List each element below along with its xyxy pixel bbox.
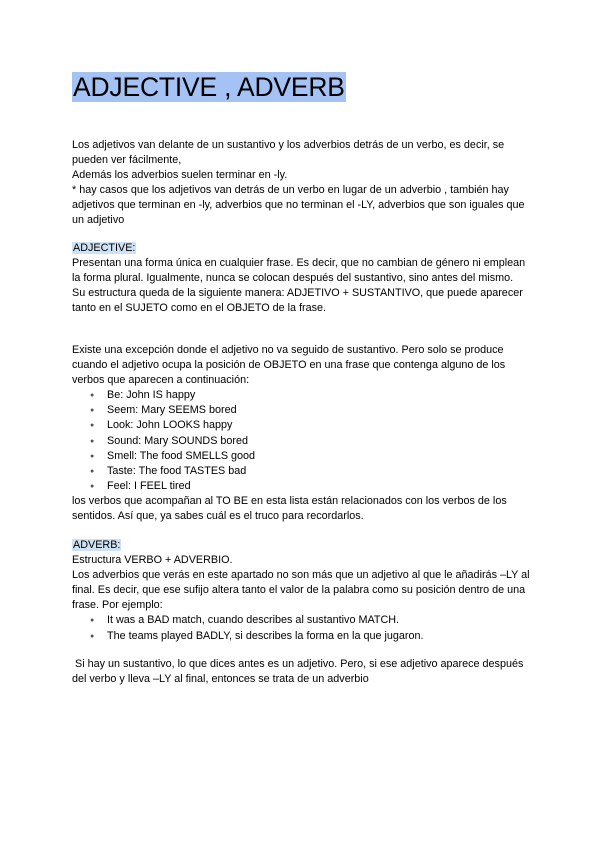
examples-list — [72, 613, 532, 643]
adverb-heading: ADVERB: — [73, 539, 121, 551]
exception-paragraph: Existe una excepción donde el adjetivo no va seguido de sustantivo. Pero solo se produce cuando el adjetivo ocupa la posición de OBJETO en una frase que contenga alguno de los verbos que aparecen a continuación: — [72, 344, 506, 387]
list-item: ● Be: John IS happy — [72, 388, 532, 403]
list-item: ● Sound: Mary SOUNDS bored — [72, 434, 532, 449]
adjective-section — [72, 241, 532, 316]
adverb-paragraph: Los adverbios que verás en este apartado no son más que un adjetivo al que le añadirás –LY al final. Es decir, que ese sufijo altera tanto el valor de la palabra como su posición dentro de una frase. Por ejemplo: — [72, 569, 530, 612]
list-item: ● Seem: Mary SEEMS bored — [72, 403, 532, 418]
intro-paragraph: Además los adverbios suelen terminar en -ly. — [72, 169, 288, 182]
list-item: ● It was a BAD match, cuando describes al sustantivo MATCH. — [72, 613, 532, 628]
list-item: ● Smell: The food SMELLS good — [72, 449, 532, 464]
conclusion-paragraph: Si hay un sustantivo, lo que dices antes es un adjetivo. Pero, si ese adjetivo aparece después del verbo y lleva –LY al final, entonces se trata de un adverbio — [72, 658, 527, 686]
page-title: ADJECTIVE , ADVERB — [73, 72, 345, 102]
adverb-paragraph: Estructura VERBO + ADVERBIO. — [72, 554, 233, 567]
exception-section — [72, 343, 532, 524]
adjective-heading: ADJECTIVE: — [73, 242, 136, 254]
list-item: ● Taste: The food TASTES bad — [72, 464, 532, 479]
adverb-section — [72, 538, 532, 644]
list-item: ● Feel: I FEEL tired — [72, 479, 532, 494]
intro-paragraph: Los adjetivos van delante de un sustantivo y los adverbios detrás de un verbo, es decir, se pueden ver fácilmente, — [72, 139, 505, 167]
list-item: ● Look: John LOOKS happy — [72, 418, 532, 433]
adjective-paragraph: Su estructura queda de la siguiente manera: ADJETIVO + SUSTANTIVO, que puede aparecer tanto en el SUJETO como en el OBJETO de la frase. — [72, 287, 523, 315]
adjective-paragraph: Presentan una forma única en cualquier frase. Es decir, que no cambian de género ni emplean la forma plural. Igualmente, nunca se colocan después del sustantivo, sino antes del mismo. — [72, 257, 526, 285]
intro-paragraph: * hay casos que los adjetivos van detrás de un verbo en lugar de un adverbio , también hay adjetivos que terminan en -ly, adverbios que no terminan el -LY, adverbios que son iguales que un adjetivo — [72, 184, 525, 227]
conclusion-section — [72, 657, 532, 687]
list-item: ● The teams played BADLY, si describes la forma en la que jugaron. — [72, 629, 532, 644]
senses-paragraph: los verbos que acompañan al TO BE en esta lista están relacionados con los verbos de los sentidos. Así que, ya sabes cuál es el truco para recordarlos. — [72, 494, 507, 523]
intro-section — [72, 138, 532, 229]
verbs-list — [72, 388, 532, 494]
